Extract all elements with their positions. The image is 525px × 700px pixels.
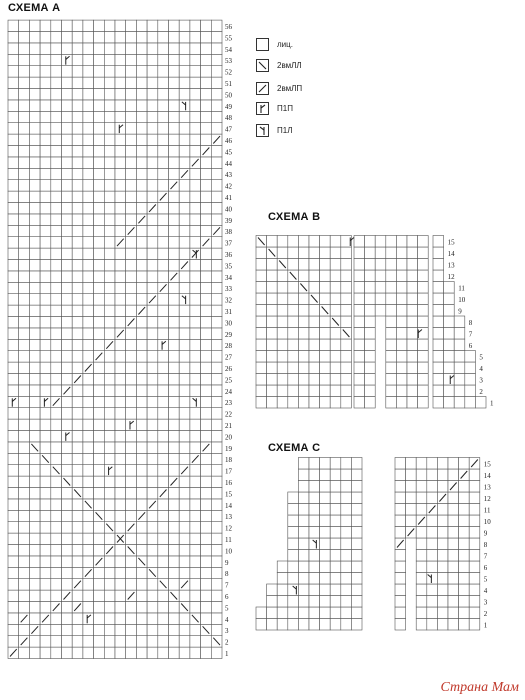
row-number-b: 10 xyxy=(458,296,466,304)
row-number-a: 21 xyxy=(225,422,232,430)
row-number-a: 30 xyxy=(225,319,232,328)
row-number-a: 52 xyxy=(225,68,232,77)
row-number-a: 48 xyxy=(225,114,232,123)
row-number-a: 14 xyxy=(225,501,232,510)
row-number-a: 4 xyxy=(225,615,229,624)
row-number-a: 2 xyxy=(225,638,229,647)
row-number-a: 54 xyxy=(225,45,232,54)
row-number-a: 41 xyxy=(225,194,232,202)
row-number-a: 38 xyxy=(225,228,232,237)
row-number-a: 25 xyxy=(225,376,232,385)
scheme-c-grid xyxy=(256,458,480,631)
row-number-a: 9 xyxy=(225,558,229,567)
row-number-a: 16 xyxy=(225,479,232,487)
legend-label: 2вмЛЛ xyxy=(277,60,302,70)
legend-label: П1Л xyxy=(277,125,293,135)
row-number-c: 12 xyxy=(483,495,491,503)
row-number-c: 4 xyxy=(483,587,488,595)
row-number-b: 14 xyxy=(447,250,455,258)
row-number-a: 56 xyxy=(225,23,232,31)
row-number-b: 7 xyxy=(468,330,473,339)
row-number-a: 22 xyxy=(225,410,232,419)
row-number-a: 3 xyxy=(225,627,229,636)
row-number-b: 5 xyxy=(479,353,483,362)
row-number-a: 47 xyxy=(225,125,232,134)
row-number-a: 33 xyxy=(225,285,232,294)
row-number-c: 6 xyxy=(483,564,488,572)
scheme-a-grid xyxy=(8,20,222,658)
row-number-a: 11 xyxy=(225,536,232,544)
row-number-a: 40 xyxy=(225,205,232,214)
row-number-a: 17 xyxy=(225,467,232,476)
row-number-a: 7 xyxy=(225,581,229,590)
row-number-a: 42 xyxy=(225,182,232,191)
row-number-a: 28 xyxy=(225,342,232,351)
row-number-a: 50 xyxy=(225,91,232,100)
row-number-b: 13 xyxy=(447,261,455,270)
row-number-a: 12 xyxy=(225,524,232,533)
legend-label: лиц. xyxy=(277,39,293,49)
row-number-a: 20 xyxy=(225,433,232,442)
row-number-a: 49 xyxy=(225,102,232,111)
row-number-a: 55 xyxy=(225,34,232,43)
row-number-a: 37 xyxy=(225,239,232,248)
row-number-a: 24 xyxy=(225,387,232,396)
row-number-c: 7 xyxy=(483,552,488,561)
row-number-c: 11 xyxy=(483,506,491,515)
row-number-a: 29 xyxy=(225,330,232,339)
row-number-b: 15 xyxy=(447,238,455,247)
watermark: Страна Мам xyxy=(440,680,519,695)
row-number-a: 15 xyxy=(225,490,232,499)
row-number-a: 1 xyxy=(225,650,229,658)
row-number-a: 10 xyxy=(225,547,232,556)
legend-label: П1П xyxy=(277,103,293,113)
row-number-a: 31 xyxy=(225,308,232,316)
row-number-c: 10 xyxy=(483,518,491,526)
legend-label: 2вмЛП xyxy=(277,83,303,93)
row-number-a: 32 xyxy=(225,296,232,305)
row-number-a: 5 xyxy=(225,604,229,613)
row-number-a: 8 xyxy=(225,570,229,579)
row-number-a: 19 xyxy=(225,444,232,453)
row-number-a: 36 xyxy=(225,251,232,259)
row-number-c: 9 xyxy=(483,529,488,538)
row-number-c: 14 xyxy=(483,472,491,480)
row-number-b: 3 xyxy=(479,376,483,385)
row-number-a: 26 xyxy=(225,365,232,373)
scheme-c-title: СХЕМА С xyxy=(268,442,321,454)
row-number-a: 53 xyxy=(225,57,232,66)
row-number-a: 45 xyxy=(225,148,232,157)
row-number-b: 12 xyxy=(447,273,455,281)
row-number-b: 11 xyxy=(458,284,465,293)
row-number-c: 2 xyxy=(483,610,488,618)
row-number-c: 1 xyxy=(483,621,488,630)
row-number-a: 34 xyxy=(225,273,232,282)
row-number-b: 1 xyxy=(490,399,494,408)
row-number-a: 27 xyxy=(225,353,232,362)
row-number-b: 6 xyxy=(468,342,473,350)
scheme-a-title: СХЕМА А xyxy=(8,2,61,14)
row-number-a: 43 xyxy=(225,171,232,180)
row-number-c: 5 xyxy=(483,575,488,584)
row-number-a: 23 xyxy=(225,399,232,408)
row-number-b: 8 xyxy=(468,319,473,327)
row-number-a: 13 xyxy=(225,513,232,522)
row-number-c: 8 xyxy=(483,541,488,549)
row-number-a: 35 xyxy=(225,262,232,271)
row-number-b: 9 xyxy=(458,307,462,316)
row-number-c: 15 xyxy=(483,460,491,469)
row-number-b: 2 xyxy=(479,388,483,396)
row-number-a: 44 xyxy=(225,159,232,168)
row-number-c: 3 xyxy=(483,598,488,607)
row-number-a: 18 xyxy=(225,456,232,465)
row-number-b: 4 xyxy=(479,365,483,373)
row-number-a: 6 xyxy=(225,593,229,601)
row-number-a: 46 xyxy=(225,137,232,145)
row-number-a: 39 xyxy=(225,216,232,225)
scheme-b-title: СХЕМА В xyxy=(268,211,321,223)
row-number-c: 13 xyxy=(483,483,491,492)
row-number-a: 51 xyxy=(225,80,232,88)
